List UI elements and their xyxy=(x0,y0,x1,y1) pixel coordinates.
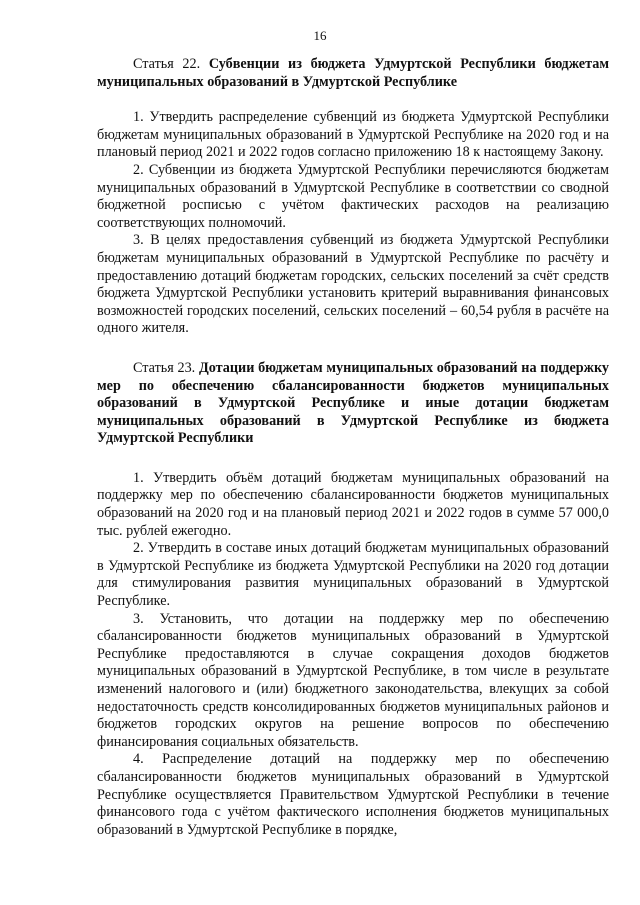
article-22-paragraph-3: 3. В целях предоставления субвенций из бюджета Удмуртской Республики бюджетам муниципальных образований в Удмуртской Республике по расчёту и предоставлению дотаций бюджетам городских, сельских поселений за счёт средств бюджета Удмуртской Республики установить критерий выравнивания финансовых возможностей городских поселений, сельских поселений – 60,54 рубля в расчёте на одного жителя. xyxy=(97,232,609,337)
article-23-title: Дотации бюджетам муниципальных образований на поддержку мер по обеспечению сбалансированности бюджетов муниципальных образований в Удмуртской Республике и иные дотации бюджетам муниципальных образований в Удмуртской Республике из бюджета Удмуртской Республики xyxy=(97,359,610,447)
article-23-paragraph-2: 2. Утвердить в составе иных дотаций бюджетам муниципальных образований в Удмуртской Республике из бюджета Удмуртской Республики на 2020 год дотации для стимулирования развития муниципальных образований в Удмуртской Республике. xyxy=(97,540,609,610)
article-22-paragraph-1: 1. Утвердить распределение субвенций из бюджета Удмуртской Республики бюджетам муниципальных образований в Удмуртской Республике на 2020 год и на плановый период 2021 и 2022 годов согласно приложению 18 к настоящему Закону. xyxy=(97,109,609,161)
document-body xyxy=(97,56,609,839)
article-22-paragraph-2: 2. Субвенции из бюджета Удмуртской Республики перечисляются бюджетам муниципальных образований в Удмуртской Республике в соответствии со сводной бюджетной росписью с учётом фактических расходов на реализацию соответствующих полномочий. xyxy=(97,161,609,231)
article-23-paragraph-1: 1. Утвердить объём дотаций бюджетам муниципальных образований на поддержку мер по обеспечению сбалансированности бюджетов муниципальных образований на 2020 год и на плановый период 2021 и 2022 годов в сумме 57 000,0 тыс. рублей ежегодно. xyxy=(97,469,609,539)
page-number: 16 xyxy=(313,28,327,43)
article-23-paragraph-3: 3. Установить, что дотации на поддержку мер по обеспечению сбалансированности бюджетов муниципальных образований в Удмуртской Республике предоставляются в случае сокращения доходов бюджетов муниципальных образований в Удмуртской Республике, в том числе в результате изменений налогового и (или) бюджетного законодательства, влекущих за собой недостаточность средств консолидированных бюджетов муниципальных районов и бюджетов городских округов на решение вопросов по обеспечению финансирования социальных обязательств. xyxy=(97,610,609,750)
article-22-title: Субвенции из бюджета Удмуртской Республики бюджетам муниципальных образований в Удмуртской Республике xyxy=(97,56,609,90)
article-23-label: Статья 23. xyxy=(133,359,196,376)
article-23-paragraph-4: 4. Распределение дотаций на поддержку мер по обеспечению сбалансированности бюджетов муниципальных образований в Удмуртской Республике осуществляется Правительством Удмуртской Республики в течение финансового года с учётом фактического исполнения бюджетов муниципальных образований в Удмуртской Республике в порядке, xyxy=(97,751,609,838)
article-22-label: Статья 22. xyxy=(133,56,201,72)
article-23-heading xyxy=(97,360,609,448)
article-22-heading xyxy=(97,56,609,91)
